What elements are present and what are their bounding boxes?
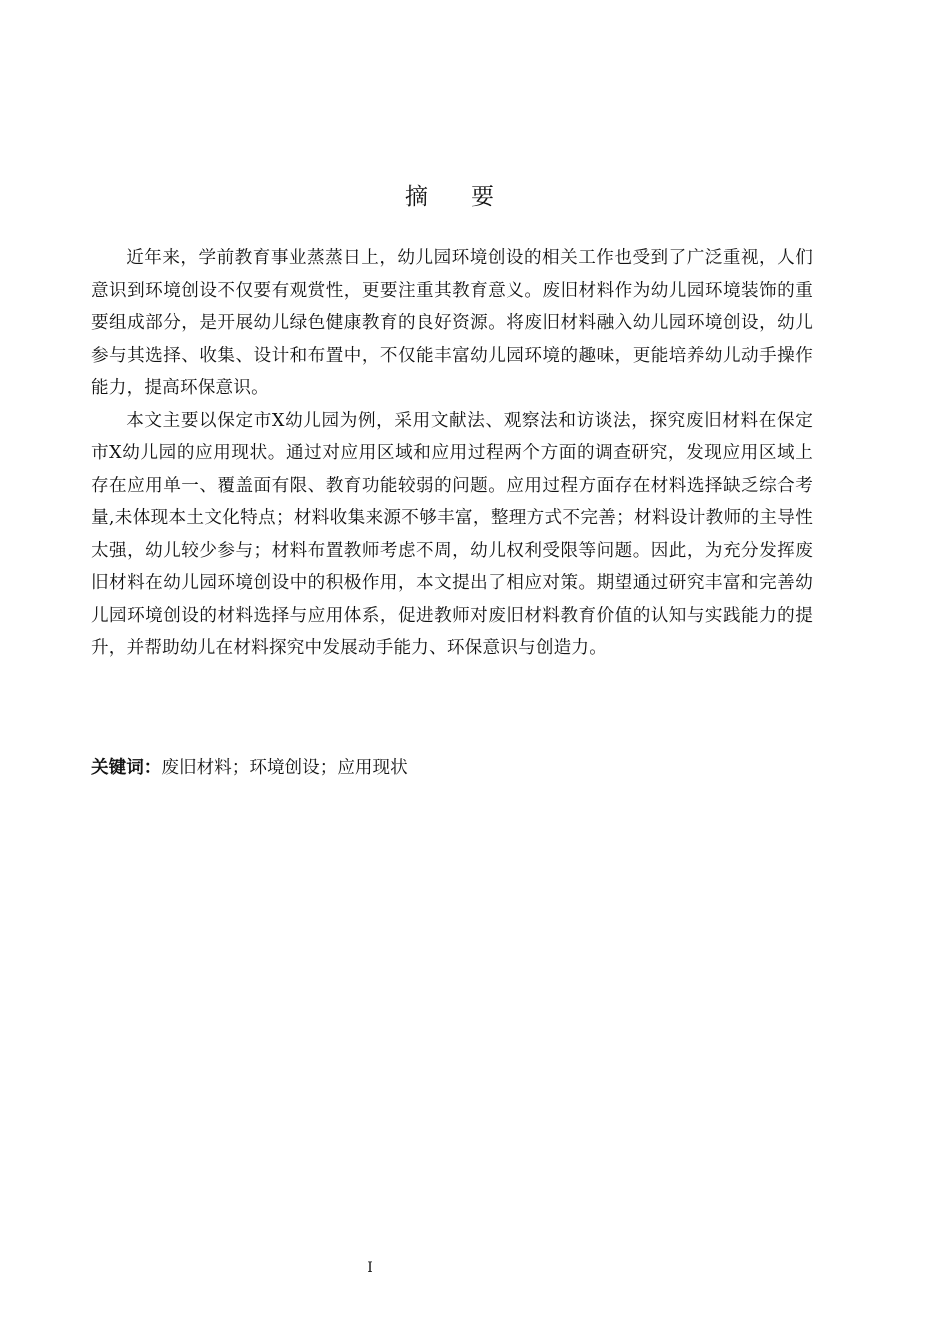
keywords-line: [91, 752, 408, 784]
keywords-label: 关键词：: [91, 758, 162, 778]
abstract-paragraph-1: 近年来，学前教育事业蒸蒸日上，幼儿园环境创设的相关工作也受到了广泛重视，人们意识到环境创设不仅要有观赏性，更要注重其教育意义。废旧材料作为幼儿园环境装饰的重要组成部分，是开展幼儿绿色健康教育的良好资源。将废旧材料融入幼儿园环境创设，幼儿参与其选择、收集、设计和布置中，不仅能丰富幼儿园环境的趣味，更能培养幼儿动手操作能力，提高环保意识。: [91, 248, 813, 398]
keywords-value: 废旧材料；环境创设；应用现状: [161, 758, 408, 778]
abstract-body: [91, 242, 813, 665]
abstract-paragraph-2: 本文主要以保定市X幼儿园为例，采用文献法、观察法和访谈法，探究废旧材料在保定市X幼儿园的应用现状。通过对应用区域和应用过程两个方面的调查研究，发现应用区域上存在应用单一、覆盖面有限、教育功能较弱的问题。应用过程方面存在材料选择缺乏综合考量,未体现本土文化特点；材料收集来源不够丰富，整理方式不完善；材料设计教师的主导性太强，幼儿较少参与；材料布置教师考虑不周，幼儿权利受限等问题。因此，为充分发挥废旧材料在幼儿园环境创设中的积极作用，本文提出了相应对策。期望通过研究丰富和完善幼儿园环境创设的材料选择与应用体系，促进教师对废旧材料教育价值的认知与实践能力的提升，并帮助幼儿在材料探究中发展动手能力、环保意识与创造力。: [91, 410, 813, 658]
page-number: I: [367, 1260, 373, 1276]
abstract-title: [0, 178, 900, 211]
abstract-title-char-2: 要: [471, 184, 495, 210]
abstract-title-char-1: 摘: [405, 184, 429, 210]
